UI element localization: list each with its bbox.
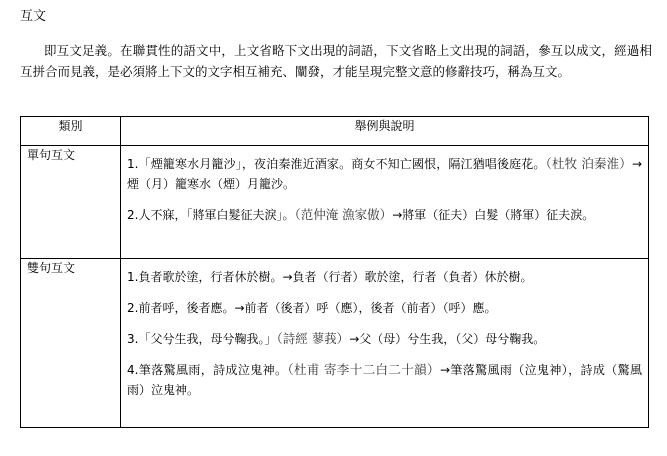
example-text: 1.「煙籠寒水月籠沙」，夜泊秦淮近酒家。商女不知亡國恨，隔江猶唱後庭花。 (127, 157, 546, 171)
table-row-single (21, 146, 649, 259)
table-header-row (21, 117, 649, 146)
examples-table (20, 116, 649, 428)
example-item (127, 267, 642, 287)
example-explanation: →筆落驚風雨（泣鬼神），詩成（驚風雨）泣鬼神。 (127, 363, 642, 397)
example-item (127, 329, 642, 349)
type-cell-double: 雙句互文 (21, 259, 121, 428)
example-text: 4.筆落驚風雨，詩成泣鬼神。 (127, 363, 288, 377)
example-source: （詩經 蓼莪） (276, 331, 350, 346)
example-item (127, 154, 642, 194)
example-text: 1.負者歌於塗，行者休於樹。 (127, 270, 283, 284)
page-title: 互文 (20, 9, 47, 24)
example-explanation: →父（母）兮生我，（父）母兮鞠我。 (349, 332, 546, 346)
example-explanation: →煙（月）籠寒水（煙）月籠沙。 (127, 157, 642, 191)
example-explanation: →將軍（征夫）白髮（將軍）征夫淚。 (392, 208, 595, 222)
example-explanation: →前者（後者）呼（應），後者（前者）（呼）應。 (234, 301, 497, 315)
header-examples: 舉例與說明 (121, 117, 649, 146)
header-type: 類別 (21, 117, 121, 146)
example-text: 2.前者呼，後者應。 (127, 301, 235, 315)
examples-cell-double (121, 259, 649, 428)
example-text: 2.人不寐，「將軍白髮征夫淚」。 (127, 208, 295, 222)
type-cell-single: 單句互文 (21, 146, 121, 259)
example-item (127, 205, 642, 225)
example-source: （杜甫 寄李十二白二十韻） (287, 362, 440, 377)
example-text: 3.「父兮生我，母兮鞠我。」 (127, 332, 277, 346)
example-explanation: →負者（行者）歌於塗，行者（負者）休於樹。 (282, 270, 533, 284)
example-source: （范仲淹 漁家傲） (294, 207, 393, 222)
example-source: （杜牧 泊秦淮） (545, 156, 632, 171)
example-item (127, 360, 642, 400)
table-row-double (21, 259, 649, 428)
example-item (127, 298, 642, 318)
intro-paragraph: 即互文足義。在聯貫性的語文中，上文省略下文出現的詞語，下文省略上文出現的詞語，參互以成文，經過相互拼合而見義，是必須將上下文的文字相互補充、闡發，才能呈現完整文意的修辭技巧，稱為互文。 (20, 43, 652, 79)
examples-cell-single (121, 146, 649, 259)
